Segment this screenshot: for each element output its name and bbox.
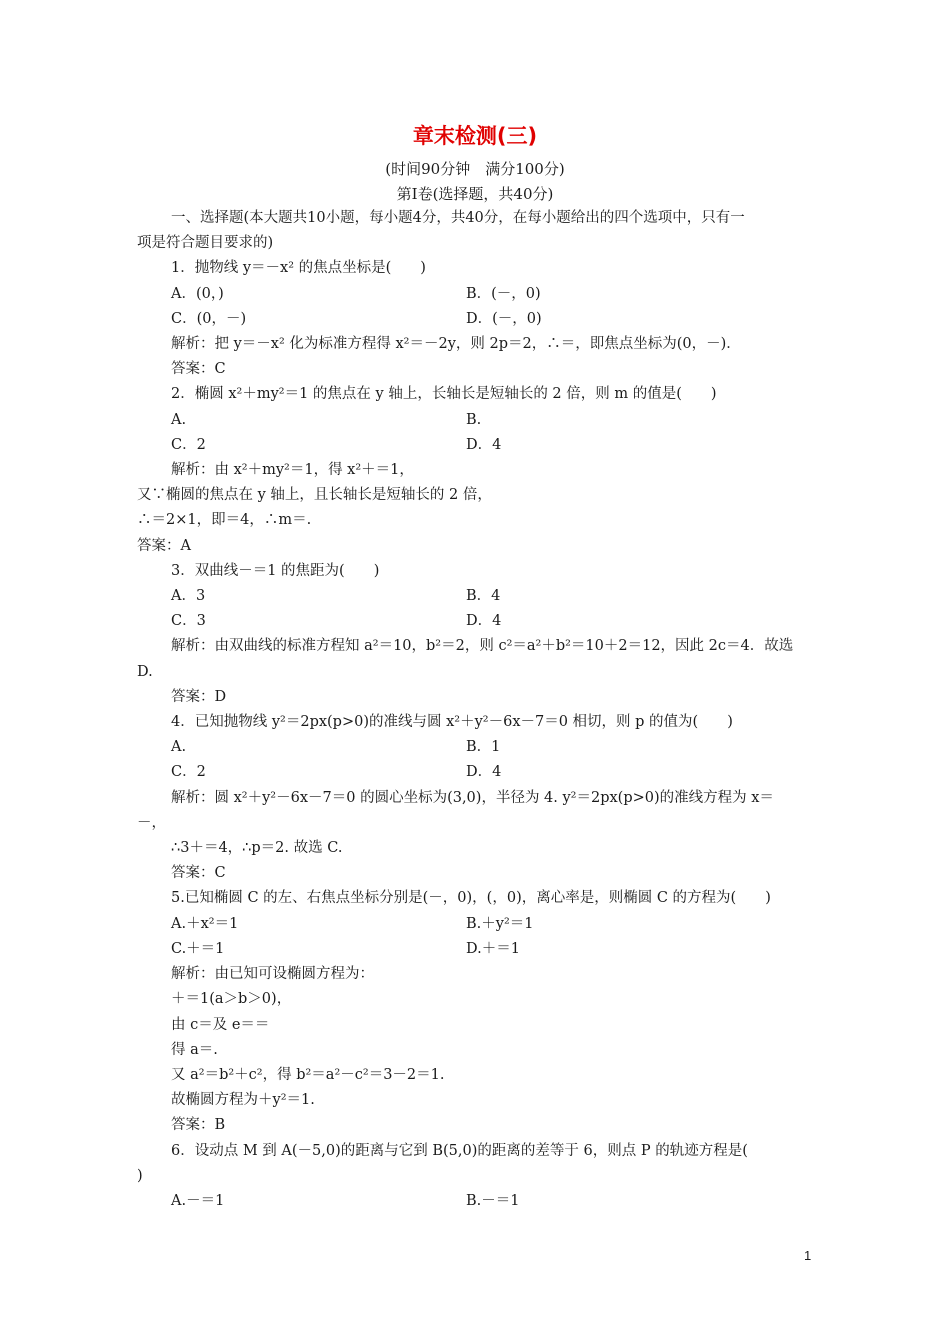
option-a: A．3 <box>171 588 206 605</box>
solution: 得 a＝. <box>171 1041 218 1058</box>
option-a: A. <box>171 739 187 756</box>
option-d: D．4 <box>466 764 502 781</box>
solution: ＋＝1(a＞b＞0)， <box>171 991 292 1008</box>
page-title: 章末检测(三) <box>412 124 538 148</box>
question-stem: 4．已知抛物线 y²＝2px(p>0)的准线与圆 x²＋y²－6x－7＝0 相切，则 p 的值为( ) <box>171 714 733 731</box>
answer: 答案：D <box>171 688 227 705</box>
solution: ∴＝2×1，即＝4，∴m＝. <box>137 512 312 529</box>
options-row <box>137 937 817 962</box>
intro-line: 项是符合题目要求的) <box>137 235 274 252</box>
solution: ∴3＋＝4，∴p＝2. 故选 C. <box>171 840 343 857</box>
solution: 解析：圆 x²＋y²－6x－7＝0 的圆心坐标为(3,0)，半径为 4. y²＝2px(p>0)的准线方程为 x＝ <box>171 789 774 806</box>
option-a: A．(0，) <box>171 285 224 302</box>
page-number: 1 <box>804 1248 812 1263</box>
options-row <box>137 584 817 609</box>
options-row <box>137 760 817 785</box>
solution: －， <box>137 814 166 831</box>
option-c: C．2 <box>171 436 206 453</box>
question-stem: 6．设动点 M 到 A(－5,0)的距离与它到 B(5,0)的距离的差等于 6，则点 P 的轨迹方程是( <box>171 1142 748 1159</box>
question-stem: ) <box>137 1167 143 1184</box>
option-b: B. <box>466 411 482 428</box>
solution: 由 c＝及 e＝＝ <box>171 1016 270 1033</box>
options-row <box>137 282 817 307</box>
question-stem: 1．抛物线 y＝－x² 的焦点坐标是( ) <box>171 260 426 277</box>
question-stem: 5.已知椭圆 C 的左、右焦点坐标分别是(－，0)，(，0)，离心率是，则椭圆 C 的方程为( ) <box>171 890 771 907</box>
option-d: D．(－，0) <box>466 310 542 327</box>
options-row <box>137 1189 817 1214</box>
option-b: B．(－，0) <box>466 285 541 302</box>
option-d: D.＋＝1 <box>466 940 520 957</box>
options-row <box>137 609 817 634</box>
option-c: C．2 <box>171 764 206 781</box>
answer: 答案：A <box>137 537 191 554</box>
question-stem: 2．椭圆 x²＋my²＝1 的焦点在 y 轴上，长轴长是短轴长的 2 倍，则 m 的值是( ) <box>171 386 717 403</box>
option-a: A. <box>171 411 187 428</box>
solution: D. <box>137 663 153 680</box>
solution: 解析：由 x²＋my²＝1，得 x²＋＝1， <box>171 462 414 479</box>
option-c: C.＋＝1 <box>171 940 225 957</box>
solution: 解析：由双曲线的标准方程知 a²＝10，b²＝2，则 c²＝a²＋b²＝10＋2＝12，因此 2c＝4．故选 <box>171 638 794 655</box>
question-stem: 3．双曲线－＝1 的焦距为( ) <box>171 562 380 579</box>
option-b: B．1 <box>466 739 501 756</box>
option-c: C．(0，－) <box>171 310 247 327</box>
answer: 答案：C <box>171 361 226 378</box>
solution: 又∵椭圆的焦点在 y 轴上，且长轴长是短轴长的 2 倍， <box>137 487 492 504</box>
options-row <box>137 735 817 760</box>
option-d: D．4 <box>466 613 502 630</box>
option-a: A.－＝1 <box>171 1192 225 1209</box>
solution: 解析：由已知可设椭圆方程为： <box>171 966 374 983</box>
options-row <box>137 433 817 458</box>
document-body <box>137 206 817 1214</box>
option-c: C．3 <box>171 613 206 630</box>
option-b: B.－＝1 <box>466 1192 520 1209</box>
option-b: B.＋y²＝1 <box>466 915 534 932</box>
options-row <box>137 408 817 433</box>
solution: 又 a²＝b²＋c²，得 b²＝a²－c²＝3－2＝1. <box>171 1066 445 1083</box>
solution: 故椭圆方程为＋y²＝1. <box>171 1092 315 1109</box>
options-row <box>137 307 817 332</box>
option-a: A.＋x²＝1 <box>171 915 239 932</box>
answer: 答案：C <box>171 865 226 882</box>
intro-line: 一、选择题(本大题共10小题，每小题4分，共40分，在每小题给出的四个选项中，只有一 <box>171 210 745 226</box>
options-row <box>137 912 817 937</box>
option-d: D．4 <box>466 436 502 453</box>
answer: 答案：B <box>171 1117 226 1134</box>
solution: 解析：把 y＝－x² 化为标准方程得 x²＝－2y，则 2p＝2，∴＝，即焦点坐标为(0，－)． <box>171 336 741 353</box>
exam-time-score: (时间90分钟 满分100分) <box>385 160 565 178</box>
option-b: B．4 <box>466 588 501 605</box>
section-heading: 第Ⅰ卷(选择题，共40分) <box>396 185 554 203</box>
